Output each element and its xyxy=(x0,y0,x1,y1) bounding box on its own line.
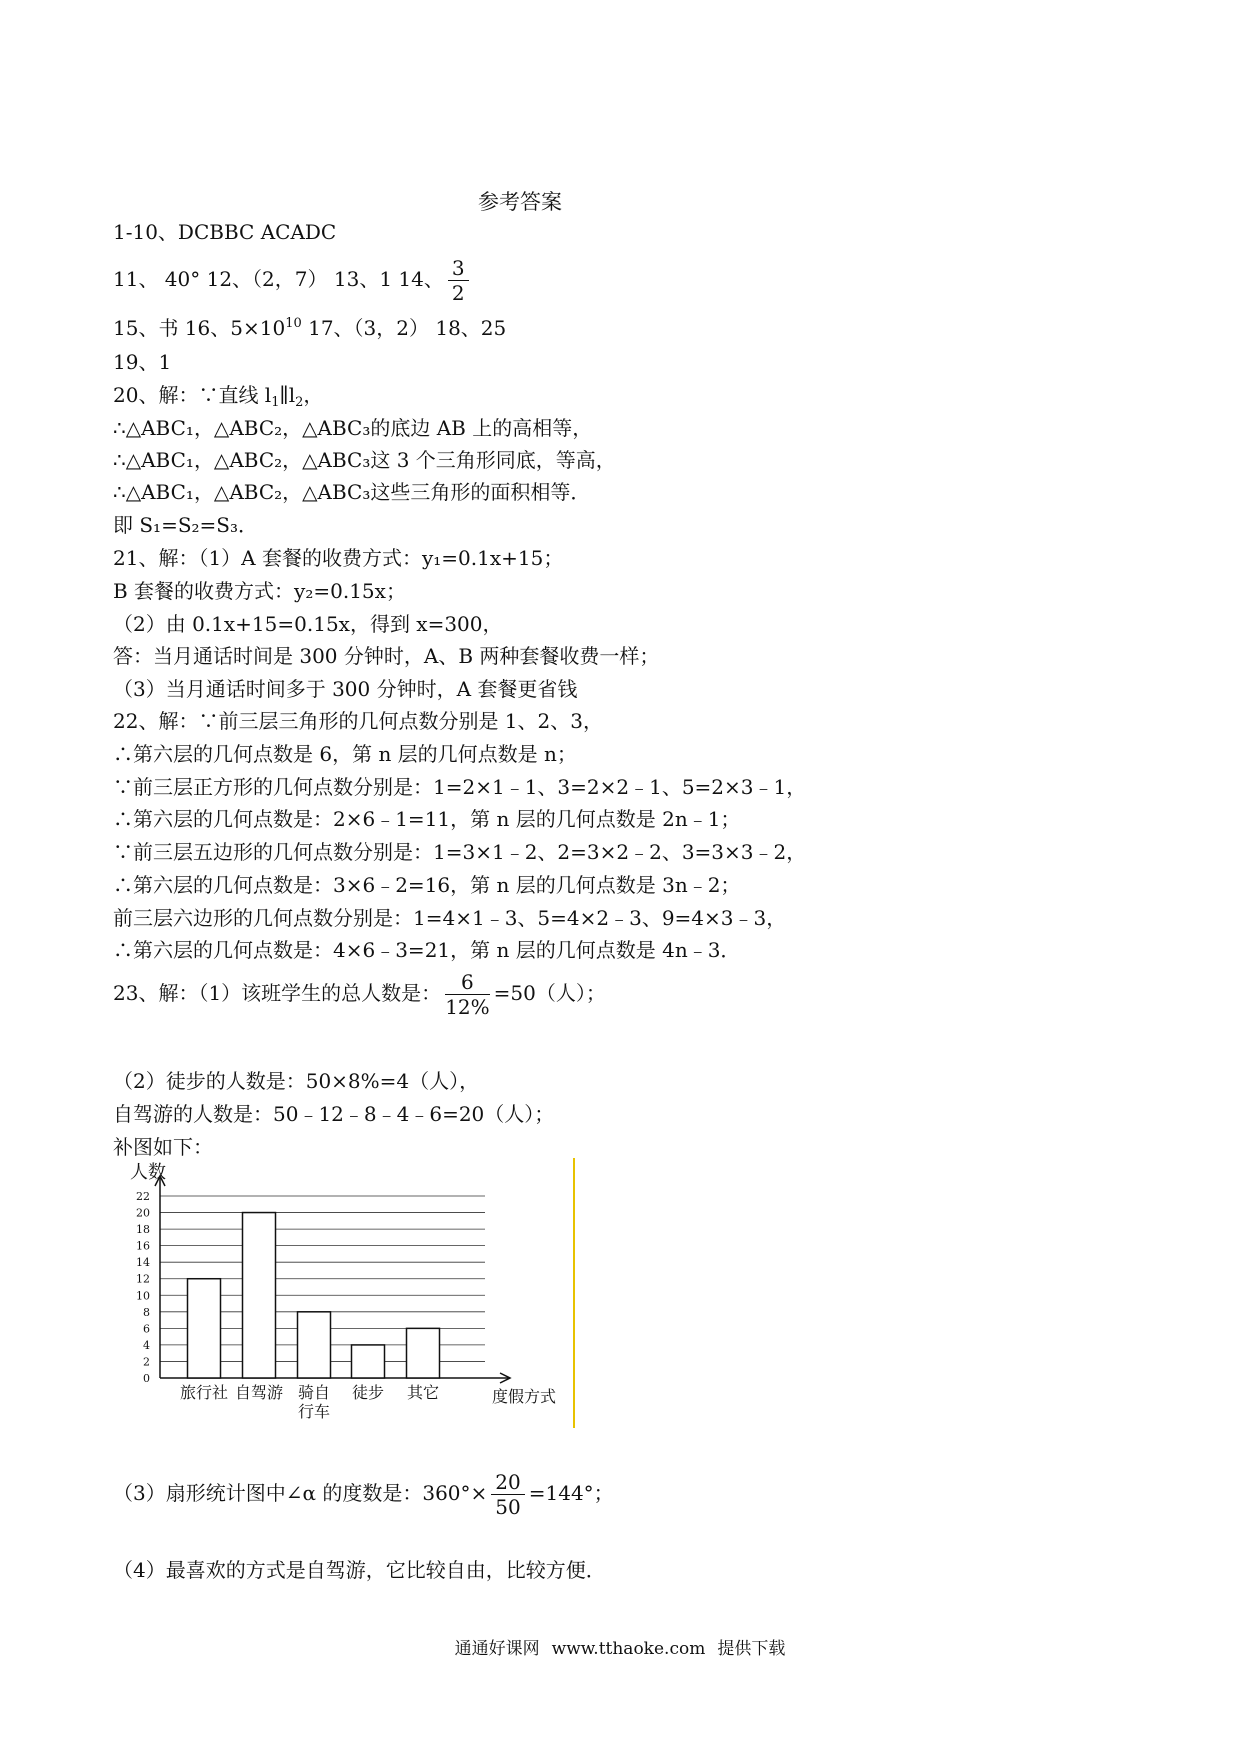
q22-line-4: ∴第六层的几何点数是：2×6﹣1=11，第 n 层的几何点数是 2n﹣1； xyxy=(113,807,741,831)
q20-line-5: 即 S₁=S₂=S₃． xyxy=(113,513,259,537)
q21-line-1: 21、解：（1）A 套餐的收费方式：y₁=0.1x+15； xyxy=(113,546,564,570)
q23-line-5 xyxy=(113,1470,614,1519)
x-tick-label: 自驾游 xyxy=(234,1383,284,1402)
y-tick-label: 18 xyxy=(136,1223,150,1237)
bar-chart xyxy=(100,1158,580,1428)
x-tick-label: 行车 xyxy=(297,1402,331,1421)
q23-line-1-a: 23、解：（1）该班学生的总人数是： xyxy=(113,981,442,1005)
q22-line-8: ∴第六层的几何点数是：4×6﹣3=21，第 n 层的几何点数是 4n﹣3． xyxy=(113,938,741,962)
q20-line-2: ∴△ABC₁，△ABC₂，△ABC₃的底边 AB 上的高相等， xyxy=(113,416,593,440)
x-axis-label: 度假方式 xyxy=(492,1387,557,1406)
answers-1-10: 1-10、DCBBC ACADC xyxy=(113,220,337,244)
y-tick-label: 16 xyxy=(136,1239,150,1253)
fraction-14-denominator: 2 xyxy=(451,281,465,305)
fraction-total-numerator: 6 xyxy=(445,970,489,995)
y-tick-label: 0 xyxy=(143,1372,150,1385)
bar-5 xyxy=(407,1328,440,1378)
q23-line-4: 补图如下： xyxy=(113,1135,213,1159)
y-tick-label: 8 xyxy=(143,1305,150,1319)
y-axis-label: 人数 xyxy=(130,1162,166,1183)
y-tick-label: 12 xyxy=(136,1272,150,1286)
footer-site: 通通好课网 xyxy=(454,1639,540,1659)
answers-11-14-text: 11、 40° 12、（2，7） 13、1 14、 xyxy=(113,267,444,291)
q22-line-5: ∵前三层五边形的几何点数分别是：1=3×1﹣2、2=3×2﹣2、3=3×3﹣2， xyxy=(113,840,807,864)
q23-line-3: 自驾游的人数是：50﹣12﹣8﹣4﹣6=20（人）； xyxy=(113,1102,555,1126)
q21-line-2: B 套餐的收费方式：y₂=0.15x； xyxy=(113,579,406,603)
fraction-total-denominator: 12% xyxy=(445,995,490,1019)
q20-line-1-c: ， xyxy=(303,383,324,407)
q22-line-7: 前三层六边形的几何点数分别是：1=4×1﹣3、5=4×2﹣3、9=4×3﹣3， xyxy=(113,906,787,930)
bar-2 xyxy=(243,1213,276,1378)
q22-line-6: ∴第六层的几何点数是：3×6﹣2=16，第 n 层的几何点数是 3n﹣2； xyxy=(113,873,741,897)
y-tick-label: 6 xyxy=(143,1322,150,1336)
answers-15-18 xyxy=(113,314,506,342)
q20-line-3: ∴△ABC₁，△ABC₂，△ABC₃这 3 个三角形同底，等高， xyxy=(113,448,616,472)
answers-17-18-text: 17、（3，2） 18、25 xyxy=(301,316,507,340)
footer-suffix: 提供下载 xyxy=(717,1639,786,1659)
q20-line-1 xyxy=(113,381,323,409)
x-tick-label: 骑自 xyxy=(297,1383,331,1402)
q22-line-1: 22、解：∵前三层三角形的几何点数分别是 1、2、3， xyxy=(113,709,603,733)
q23-line-5-b: =144°； xyxy=(528,1481,614,1505)
q20-sub-1: 1 xyxy=(271,395,280,410)
bar-3 xyxy=(298,1312,331,1378)
q23-line-1 xyxy=(113,970,606,1019)
y-tick-label: 22 xyxy=(136,1190,150,1203)
fraction-total xyxy=(445,970,489,1019)
y-tick-label: 14 xyxy=(136,1256,150,1270)
exponent-16: 10 xyxy=(285,316,302,331)
q20-line-4: ∴△ABC₁，△ABC₂，△ABC₃这些三角形的面积相等． xyxy=(113,480,591,504)
footer xyxy=(0,1634,1240,1659)
q22-line-3: ∵前三层正方形的几何点数分别是：1=2×1﹣1、3=2×2﹣1、5=2×3﹣1， xyxy=(113,775,807,799)
footer-url: www.tthaoke.com xyxy=(551,1639,706,1659)
x-tick-label: 徒步 xyxy=(351,1383,385,1402)
q21-line-4: 答：当月通话时间是 300 分钟时，A、B 两种套餐收费一样； xyxy=(113,644,660,668)
q20-sub-2: 2 xyxy=(295,395,304,410)
y-tick-label: 10 xyxy=(136,1289,150,1303)
q21-line-5: （3）当月通话时间多于 300 分钟时，A 套餐更省钱 xyxy=(113,677,578,701)
q23-line-6: （4）最喜欢的方式是自驾游，它比较自由，比较方便． xyxy=(113,1558,606,1582)
q22-line-2: ∴第六层的几何点数是 6，第 n 层的几何点数是 n； xyxy=(113,742,577,766)
q23-line-2: （2）徒步的人数是：50×8%=4（人）， xyxy=(113,1069,480,1093)
answers-11-14 xyxy=(113,256,473,305)
fraction-14-numerator: 3 xyxy=(448,256,469,281)
answer-19: 19、1 xyxy=(113,350,172,374)
y-tick-label: 4 xyxy=(143,1338,150,1352)
fraction-angle xyxy=(491,1470,524,1519)
q20-line-1-a: 20、解：∵直线 l xyxy=(113,383,272,407)
fraction-14 xyxy=(448,256,469,305)
q20-line-1-b: ∥l xyxy=(279,383,296,407)
bar-1 xyxy=(188,1279,221,1378)
q21-line-3: （2）由 0.1x+15=0.15x，得到 x=300， xyxy=(113,612,503,636)
q23-line-1-b: =50（人）； xyxy=(493,981,606,1005)
fraction-angle-denominator: 50 xyxy=(495,1495,521,1519)
y-tick-label: 2 xyxy=(143,1355,150,1369)
page-title: 参考答案 xyxy=(478,190,562,214)
bar-4 xyxy=(352,1345,385,1378)
answers-15-16-text: 15、书 16、5×10 xyxy=(113,316,286,340)
fraction-angle-numerator: 20 xyxy=(491,1470,524,1495)
x-tick-label: 旅行社 xyxy=(179,1383,229,1402)
q23-line-5-a: （3）扇形统计图中∠α 的度数是：360°× xyxy=(113,1481,488,1505)
y-tick-label: 20 xyxy=(136,1206,150,1220)
x-tick-label: 其它 xyxy=(406,1383,440,1402)
